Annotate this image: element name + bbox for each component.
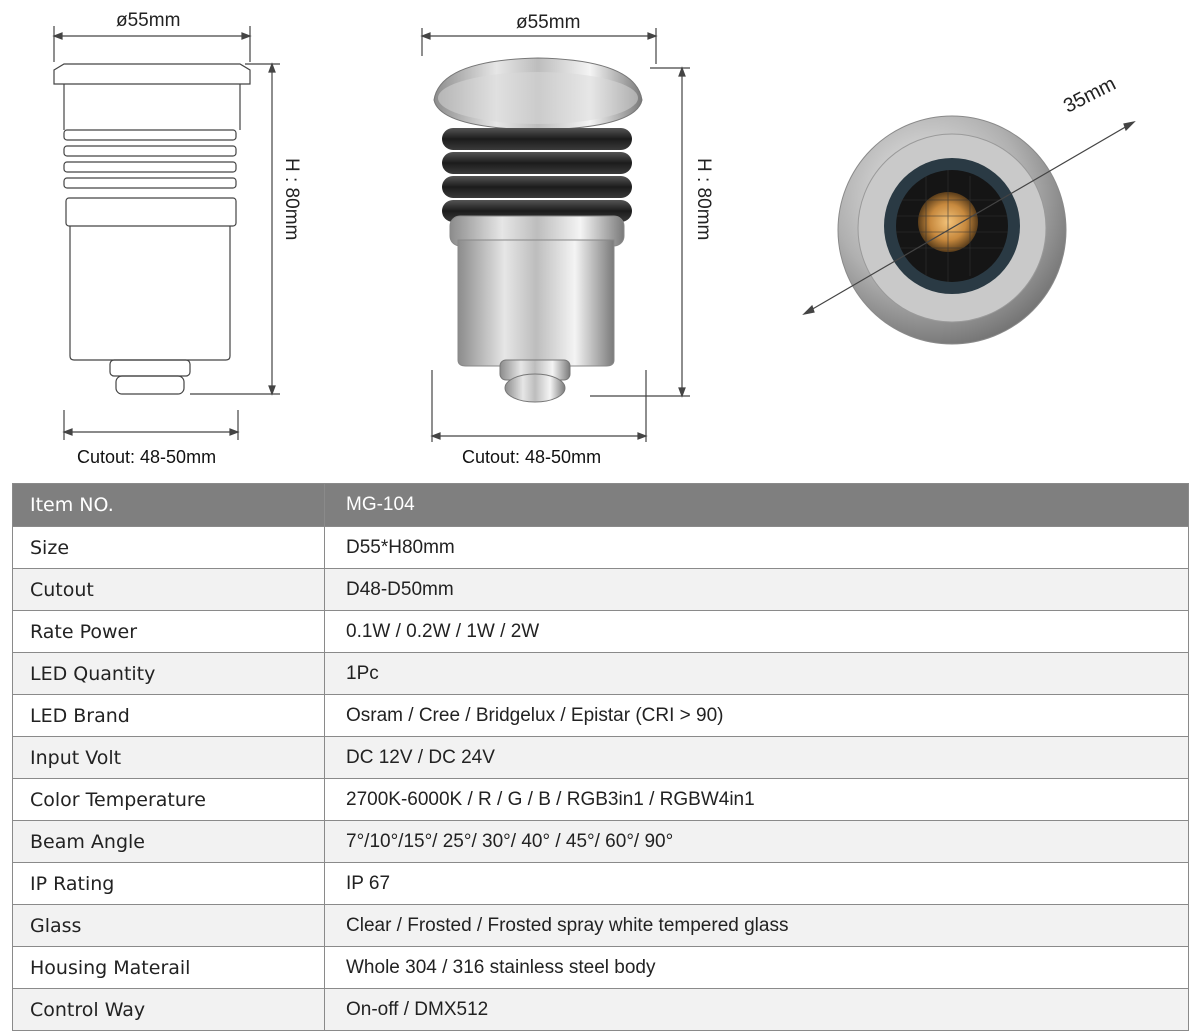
- row-label: Beam Angle: [13, 821, 325, 863]
- product-photo-front: [790, 0, 1160, 360]
- spec-table: [12, 483, 1189, 1031]
- row-value: D48-D50mm: [325, 569, 1189, 611]
- row-value: D55*H80mm: [325, 527, 1189, 569]
- row-value: Osram / Cree / Bridgelux / Epistar (CRI > 90): [325, 695, 1189, 737]
- table-row: [13, 779, 1189, 821]
- row-value: Whole 304 / 316 stainless steel body: [325, 947, 1189, 989]
- row-label: Control Way: [13, 989, 325, 1031]
- row-value: Clear / Frosted / Frosted spray white tempered glass: [325, 905, 1189, 947]
- table-row: [13, 821, 1189, 863]
- row-value: 0.1W / 0.2W / 1W / 2W: [325, 611, 1189, 653]
- row-label: IP Rating: [13, 863, 325, 905]
- fixture-side-photo: [410, 0, 710, 470]
- table-row: [13, 905, 1189, 947]
- row-value: 7°/10°/15°/ 25°/ 30°/ 40° / 45°/ 60°/ 90°: [325, 821, 1189, 863]
- item-no-label: Item NO.: [13, 484, 325, 527]
- diameter-label: ø55mm: [516, 12, 581, 33]
- item-no-value: MG-104: [325, 484, 1189, 527]
- table-header-row: [13, 484, 1189, 527]
- table-row: [13, 947, 1189, 989]
- row-label: Glass: [13, 905, 325, 947]
- table-row: [13, 527, 1189, 569]
- table-row: [13, 569, 1189, 611]
- product-photo-side: [410, 0, 714, 470]
- fixture-front-photo: [790, 0, 1160, 360]
- height-label: H : 80mm: [693, 158, 714, 241]
- height-label: H : 80mm: [281, 158, 302, 241]
- diameter-label: ø55mm: [116, 10, 181, 31]
- row-label: LED Quantity: [13, 653, 325, 695]
- row-label: Input Volt: [13, 737, 325, 779]
- cutout-label: Cutout: 48-50mm: [462, 447, 602, 467]
- row-value: On-off / DMX512: [325, 989, 1189, 1031]
- cutout-label: Cutout: 48-50mm: [77, 447, 217, 467]
- row-label: Size: [13, 527, 325, 569]
- row-value: DC 12V / DC 24V: [325, 737, 1189, 779]
- row-label: Cutout: [13, 569, 325, 611]
- table-row: [13, 989, 1189, 1031]
- row-label: Housing Materail: [13, 947, 325, 989]
- table-row: [13, 611, 1189, 653]
- row-value: 2700K-6000K / R / G / B / RGB3in1 / RGBW4in1: [325, 779, 1189, 821]
- row-value: IP 67: [325, 863, 1189, 905]
- fixture-outline-drawing: [40, 0, 310, 470]
- row-label: LED Brand: [13, 695, 325, 737]
- table-row: [13, 653, 1189, 695]
- table-row: [13, 695, 1189, 737]
- row-label: Rate Power: [13, 611, 325, 653]
- row-value: 1Pc: [325, 653, 1189, 695]
- table-row: [13, 863, 1189, 905]
- technical-drawing: [40, 0, 310, 470]
- lens-diameter-label: 35mm: [1060, 72, 1120, 118]
- row-label: Color Temperature: [13, 779, 325, 821]
- table-row: [13, 737, 1189, 779]
